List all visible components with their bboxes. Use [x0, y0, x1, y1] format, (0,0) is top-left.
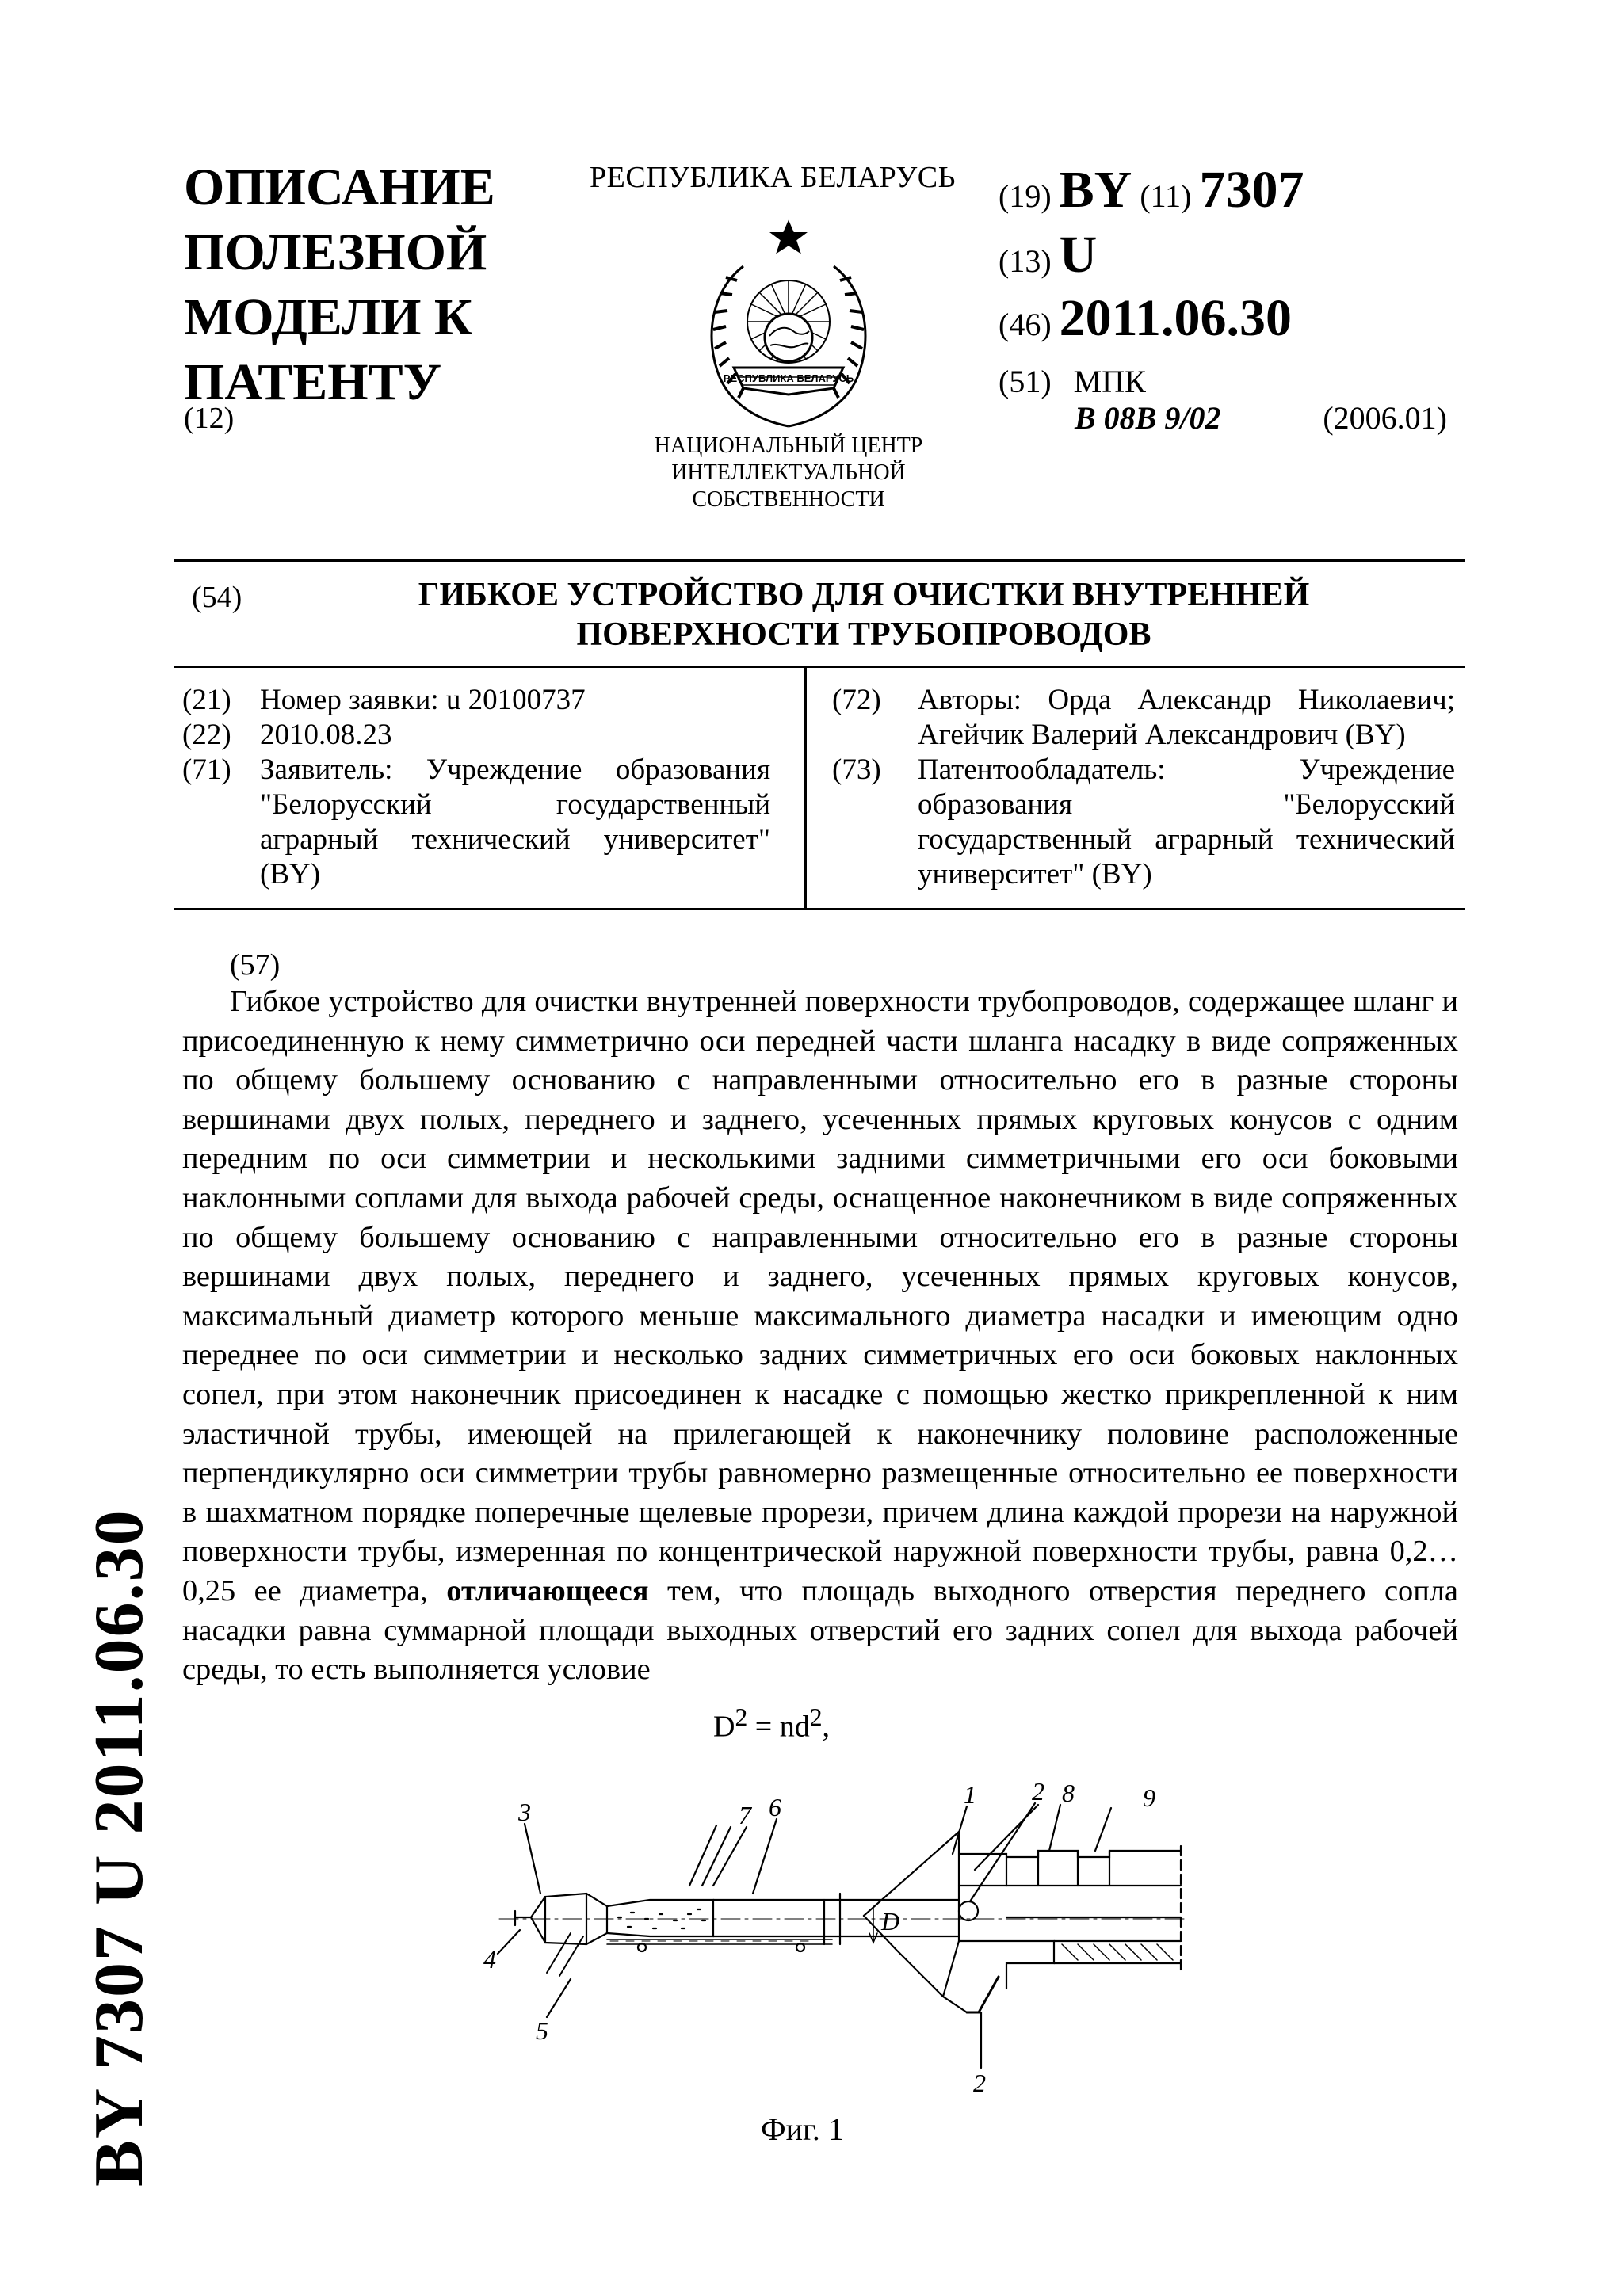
doc-title-line: ОПИСАНИЕ: [184, 158, 495, 216]
side-stamp: BY 7307 U 2011.06.30: [81, 1508, 158, 2187]
figure-caption: Фиг. 1: [761, 2111, 844, 2147]
inid-code-19: (19): [999, 178, 1052, 214]
formula-rhs: = nd: [747, 1710, 810, 1744]
inid-code-73: (73): [832, 753, 881, 786]
patent-owner: [832, 753, 1455, 892]
inid-code-12: (12): [184, 402, 235, 435]
claim-part-1: Гибкое устройство для очистки внутренней поверхности трубопроводов, содержащее шланг и присоединенную к нему симметрично оси передней части шланга насадку в виде сопряженных по общему большему основанию с направленными относительно его в разные стороны вершинами двух полых, переднего и заднего, усеченных прямых круговых конусов с одним передним по оси симметрии и несколькими задними симметричными его оси боковыми наклонными соплами для выхода рабочей среды, оснащенное наконечником в виде сопряженных по общему большему основанию с направленными относительно его в разные стороны вершинами двух полых, переднего и заднего, усеченных прямых круговых конусов, максимальный диаметр которого меньше максимального диаметра насадки и имеющим одно переднее по оси симметрии и несколько задних симметричных его оси боковых наклонных сопел, при этом наконечник присоединен к насадке с помощью жестко прикрепленной к ним эластичной трубы, имеющей на прилегающей к наконечнику половине расположенные перпендикулярно оси симметрии трубы равномерно размещенные относительно ее поверхности в шахматном порядке поперечные щелевые прорези, причем длина каждой прорези на наружной поверхности трубы, измеренная по концентрической наружной поверхности трубы, равна 0,2…0,25 ее диаметра,: [182, 985, 1458, 1608]
biblio-column-divider: [804, 666, 807, 908]
figure-label: 6: [769, 1793, 781, 1821]
inid-code-54: (54): [192, 581, 242, 614]
figure-1-drawing: [452, 1775, 1197, 2107]
document-number: 7307: [1199, 161, 1304, 219]
kind-code: U: [1059, 226, 1098, 284]
formula-exponent: 2: [809, 1703, 823, 1731]
claim-part-2: тем, что площадь выходного отверстия переднего сопла насадки равна суммарной площади выходных отверстий его задних сопел для выхода рабочей среды, то есть выполняется условие: [182, 1573, 1458, 1687]
applicant: [182, 753, 770, 892]
mpk-label: МПК: [1073, 364, 1146, 399]
country-and-number: [999, 160, 1304, 220]
claim-text: [182, 982, 1458, 1690]
formula-comma: ,: [822, 1710, 831, 1744]
state-emblem-icon: [688, 219, 889, 439]
figure-label: 2: [1032, 1777, 1044, 1806]
inid-code-51: (51): [999, 364, 1052, 399]
doc-title-line: МОДЕЛИ К: [184, 288, 472, 346]
inid-code-22: (22): [182, 719, 231, 751]
figure-label: 1: [964, 1780, 976, 1809]
publication-date-row: [999, 288, 1292, 349]
inid-code-72: (72): [832, 684, 881, 716]
country-code: BY: [1059, 161, 1132, 219]
ipc-version: (2006.01): [1323, 400, 1447, 436]
biblio-top-divider: [174, 666, 1465, 668]
authors-text: Авторы: Орда Александр Николаевич; Агейчик Валерий Александрович (BY): [918, 684, 1455, 751]
filing-date: [182, 718, 770, 753]
figure-label: 7: [739, 1801, 751, 1829]
document-kind: [999, 225, 1097, 285]
inid-code-13: (13): [999, 243, 1052, 279]
center-line: НАЦИОНАЛЬНЫЙ ЦЕНТР: [654, 433, 923, 458]
mpk-row: [999, 363, 1146, 400]
national-center-label: [626, 433, 951, 513]
ipc-class: B 08B 9/02: [1075, 400, 1221, 436]
doc-title-line: ПОЛЕЗНОЙ: [184, 223, 487, 281]
application-text: Номер заявки: u 20100737: [260, 684, 586, 716]
figure-label: 9: [1143, 1783, 1155, 1812]
inid-code-11: (11): [1140, 178, 1192, 214]
inid-code-57: (57): [230, 948, 281, 982]
figure-label: D: [881, 1907, 900, 1936]
biblio-left-column: [182, 683, 770, 892]
emblem-ribbon-text: РЕСПУБЛИКА БЕЛАРУСЬ: [723, 372, 854, 384]
formula-exponent: 2: [735, 1703, 748, 1731]
application-number: [182, 683, 770, 718]
owner-text: Патентообладатель: Учреждение образования "Белорусский государственный аграрный технический университет" (BY): [918, 753, 1455, 891]
ipc-row: [1075, 399, 1447, 437]
biblio-right-column: [832, 683, 1455, 892]
applicant-text: Заявитель: Учреждение образования "Белорусский государственный аграрный технический университет" (BY): [260, 753, 770, 891]
filing-date-text: 2010.08.23: [260, 719, 392, 751]
figure-label: 8: [1062, 1779, 1075, 1807]
formula-lhs: D: [713, 1710, 735, 1744]
figure-label: 2: [973, 2069, 986, 2097]
doc-title-line: ПАТЕНТУ: [184, 353, 442, 411]
center-line: СОБСТВЕННОСТИ: [692, 487, 885, 512]
inid-code-46: (46): [999, 307, 1052, 342]
figure-label: 5: [536, 2016, 548, 2045]
inid-code-21: (21): [182, 684, 231, 716]
figure-label: 4: [483, 1945, 496, 1974]
republic-label: РЕСПУБЛИКА БЕЛАРУСЬ: [590, 161, 956, 194]
formula: [713, 1703, 1030, 1745]
figure-label: 3: [518, 1798, 531, 1826]
inid-code-71: (71): [182, 753, 231, 786]
claim-characterizing-word: отличающееся: [446, 1573, 649, 1608]
top-divider: [174, 559, 1465, 562]
document-title: [184, 155, 495, 415]
biblio-bottom-divider: [174, 908, 1465, 910]
title-line: ГИБКОЕ УСТРОЙСТВО ДЛЯ ОЧИСТКИ ВНУТРЕННЕЙ: [418, 577, 1310, 613]
authors: [832, 683, 1455, 753]
utility-model-title: [349, 575, 1379, 654]
center-line: ИНТЕЛЛЕКТУАЛЬНОЙ: [671, 460, 906, 485]
title-line: ПОВЕРХНОСТИ ТРУБОПРОВОДОВ: [576, 616, 1151, 653]
publication-date: 2011.06.30: [1059, 289, 1292, 347]
